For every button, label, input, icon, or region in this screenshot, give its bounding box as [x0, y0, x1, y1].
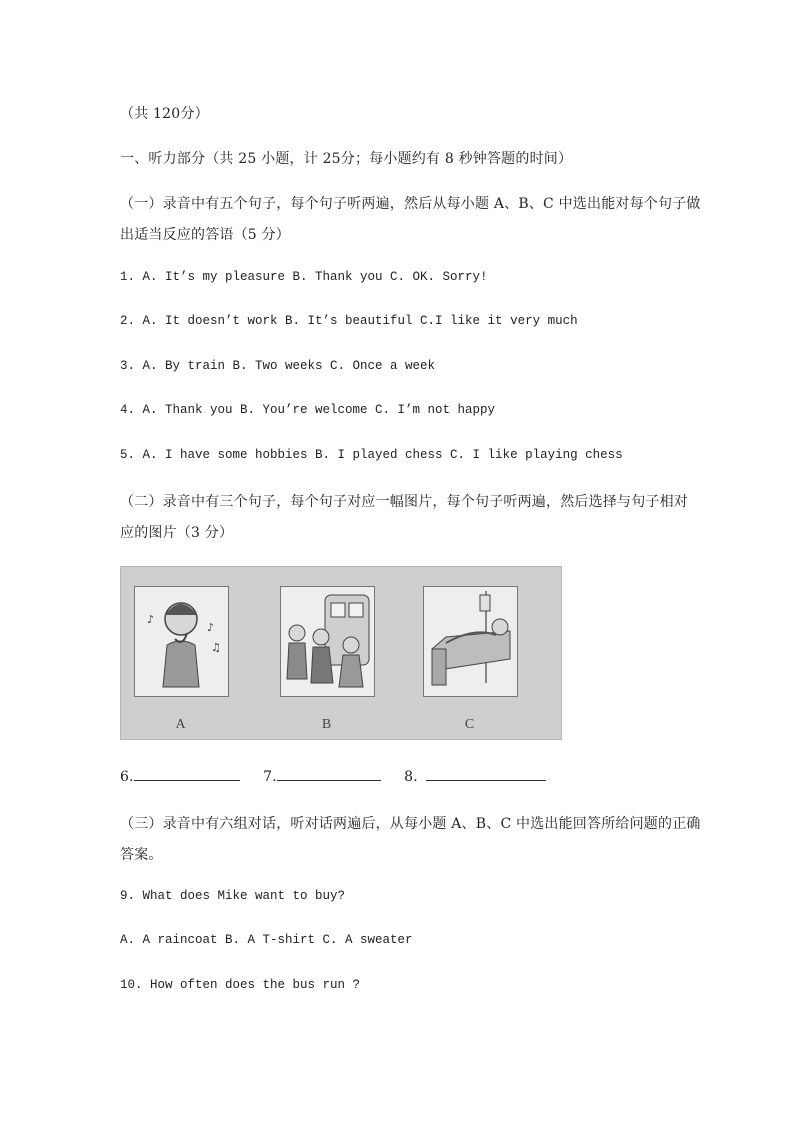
question-5: 5. A. I have some hobbies B. I played chess C. I like playing chess	[120, 448, 623, 462]
question-9: 9. What does Mike want to buy?	[120, 889, 346, 903]
question-1: 1. A. It’s my pleasure B. Thank you C. OK. Sorry!	[120, 270, 488, 284]
svg-text:♪: ♪	[147, 613, 155, 626]
picture-b-label: B	[321, 717, 332, 732]
question-4: 4. A. Thank you B. You’re welcome C. I’m not happy	[120, 403, 496, 417]
boy-with-music-notes-icon	[135, 587, 228, 696]
picture-c-label: C	[464, 717, 475, 732]
question-2: 2. A. It doesn’t work B. It’s beautiful C.I like it very much	[120, 314, 578, 328]
part-1-instruction-line-1: （一）录音中有五个句子，每个句子听两遍，然后从每小题 A、B、C 中选出能对每个句子做	[120, 196, 701, 212]
blank-6-line[interactable]	[134, 768, 240, 781]
picture-a-label: A	[175, 717, 186, 732]
question-3: 3. A. By train B. Two weeks C. Once a week	[120, 359, 436, 373]
picture-strip	[120, 566, 562, 740]
blank-7-line[interactable]	[277, 768, 381, 781]
children-and-bus-icon	[281, 587, 374, 696]
total-score: （共 120分）	[120, 106, 209, 122]
blank-7-number: 7.	[263, 769, 277, 785]
part-3-instruction-line-2: 答案。	[120, 847, 163, 863]
part-3-instruction-line-1: （三）录音中有六组对话，听对话两遍后，从每小题 A、B、C 中选出能回答所给问题的正确	[120, 816, 701, 832]
question-9-options: A. A raincoat B. A T-shirt C. A sweater	[120, 933, 413, 947]
blank-8-number: 8.	[404, 769, 418, 785]
part-1-instruction-line-2: 出适当反应的答语（5 分）	[120, 227, 290, 243]
question-10: 10. How often does the bus run ?	[120, 978, 361, 992]
part-2-instruction-line-2: 应的图片（3 分）	[120, 525, 234, 541]
blank-6-number: 6.	[120, 769, 134, 785]
picture-b-children-with-bus	[280, 586, 375, 697]
picture-a-boy-listening-music	[134, 586, 229, 697]
answer-blanks-row	[120, 768, 546, 785]
svg-text:♫: ♫	[211, 641, 221, 654]
blank-8-line[interactable]	[426, 768, 546, 781]
picture-c-patient-in-bed	[423, 586, 518, 697]
hospital-bed-icon	[424, 587, 517, 696]
part-2-instruction-line-1: （二）录音中有三个句子，每个句子对应一幅图片，每个句子听两遍，然后选择与句子相对	[120, 494, 688, 510]
section-1-title: 一、听力部分（共 25 小题，计 25分；每小题约有 8 秒钟答题的时间）	[120, 151, 573, 167]
svg-text:♪: ♪	[207, 621, 215, 634]
